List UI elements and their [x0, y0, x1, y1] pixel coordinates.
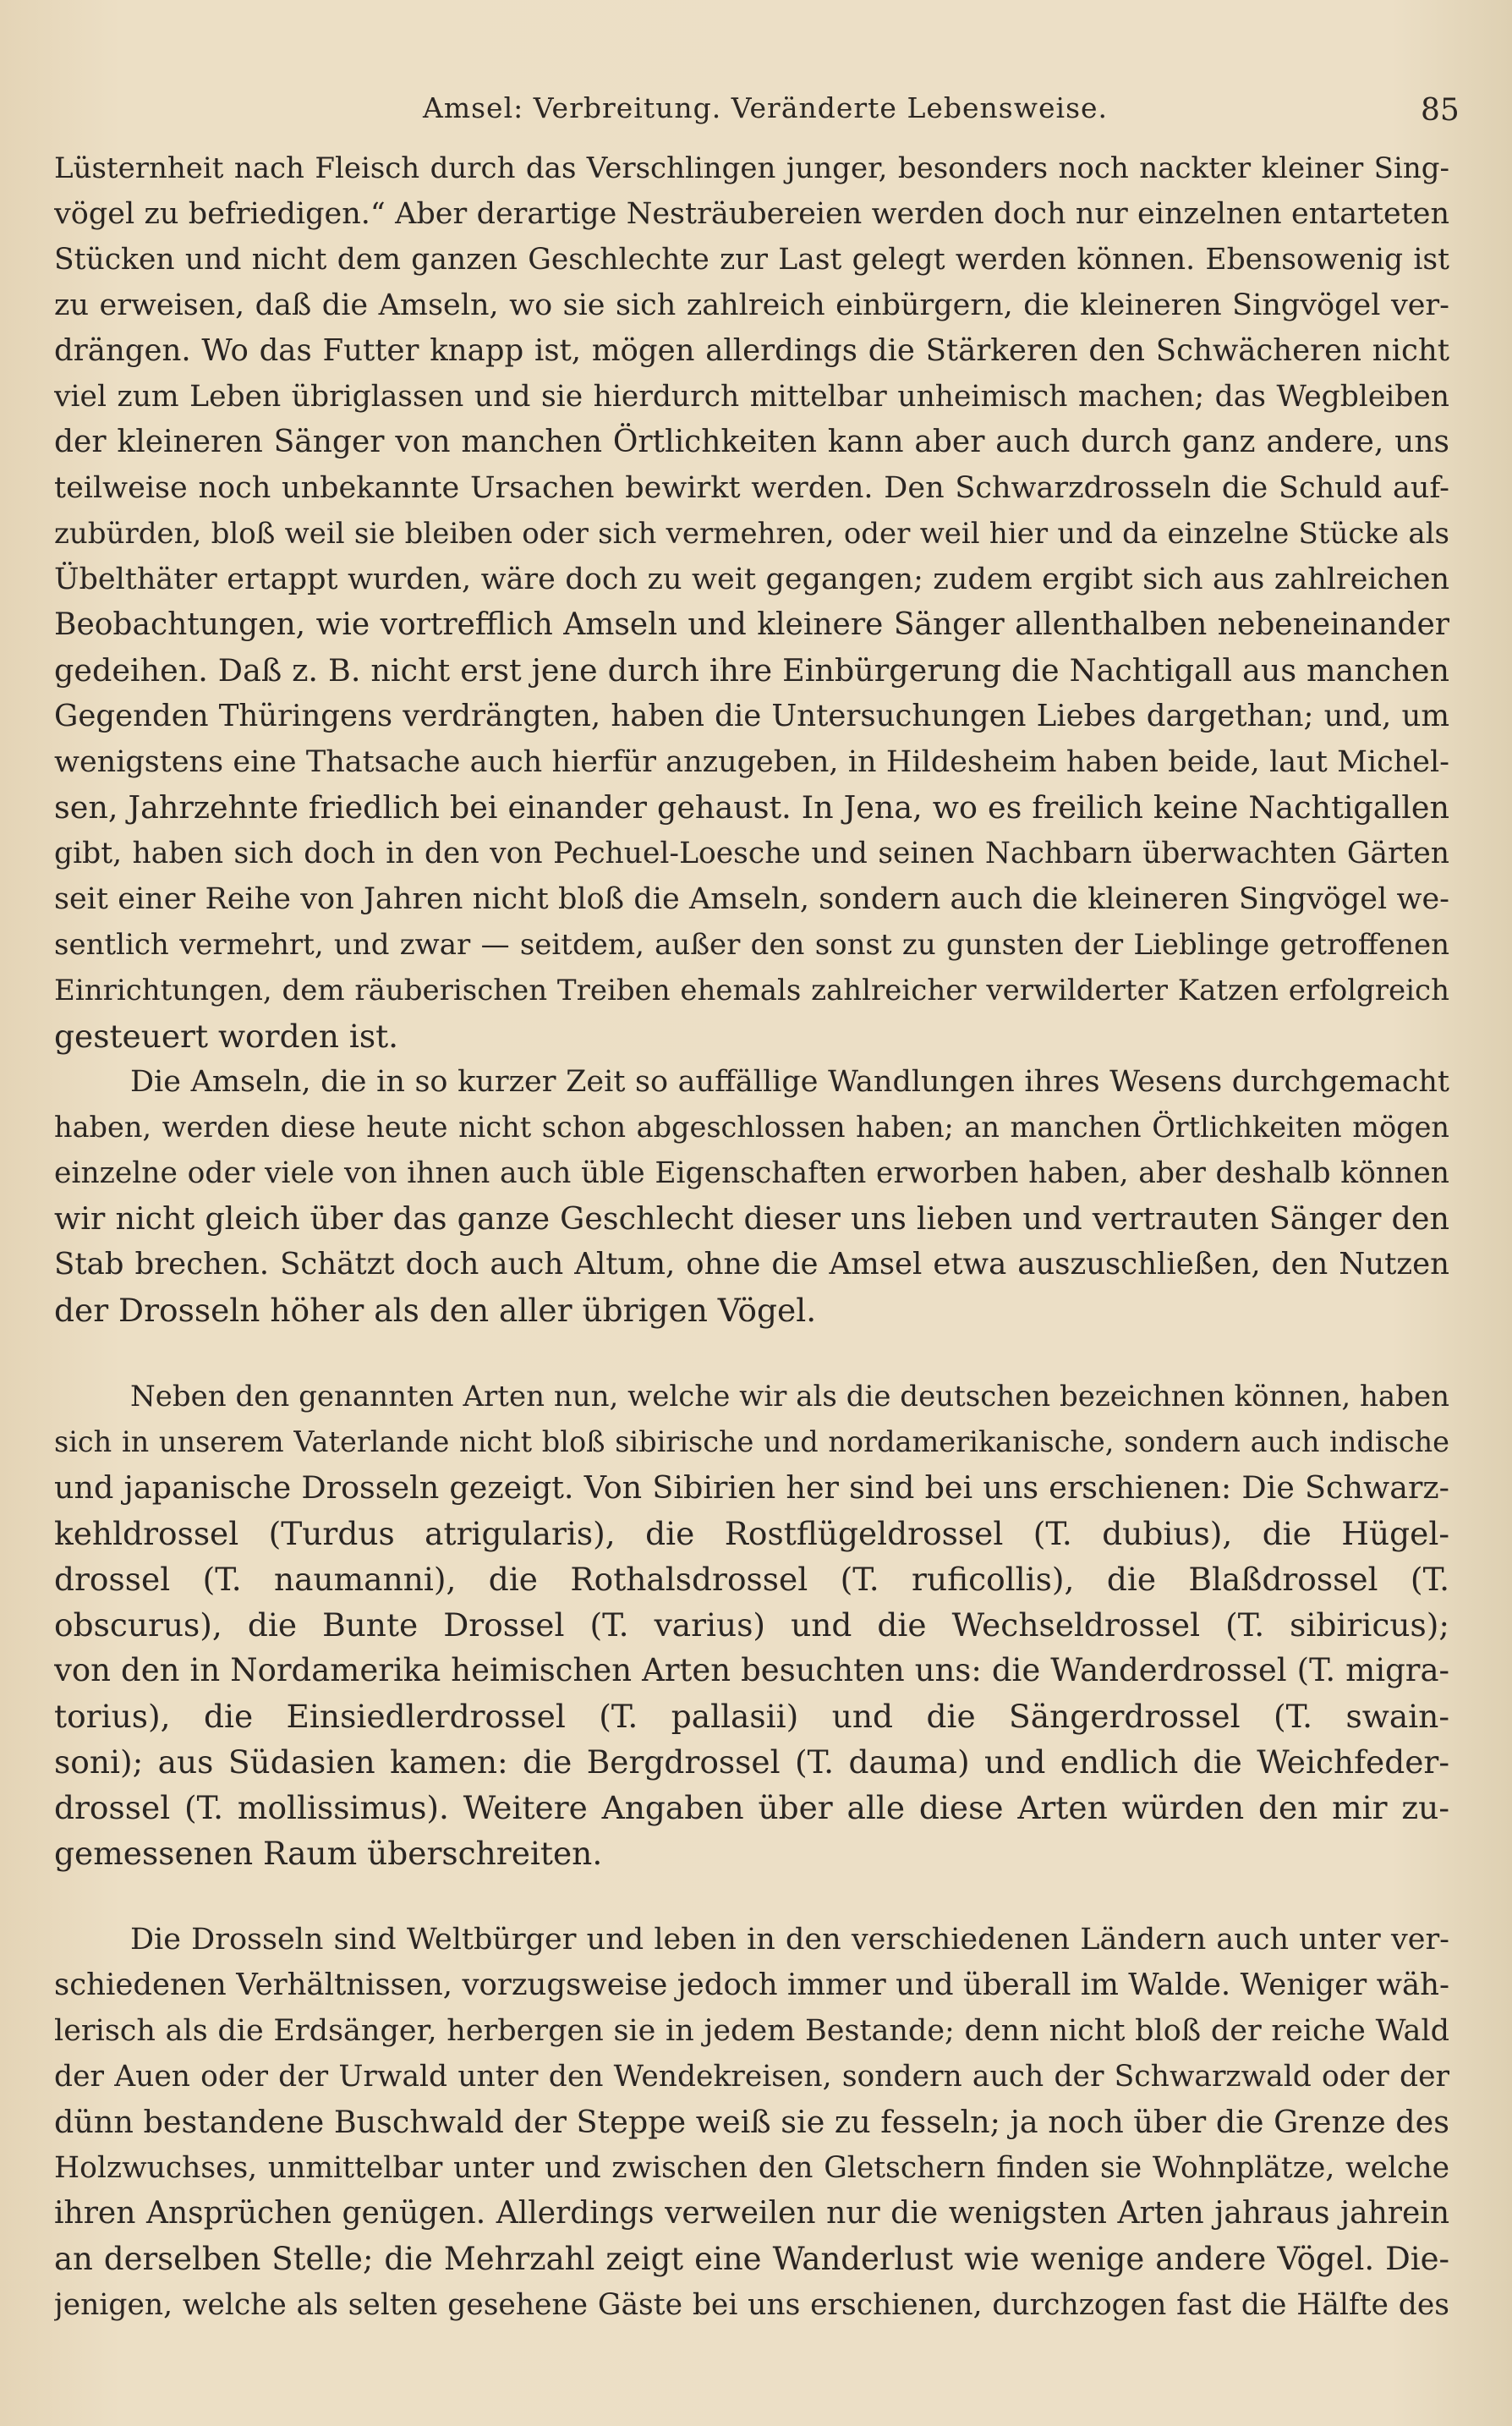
text-line: der kleineren Sänger von manchen Örtlichkeiten kann aber auch durch ganz andere, uns — [54, 425, 1449, 459]
text-line: an derselben Stelle; die Mehrzahl zeigt eine Wanderlust wie wenige andere Vögel. Die- — [54, 2241, 1449, 2277]
running-head: Amsel: Verbreitung. Veränderte Lebensweise. — [423, 91, 1109, 124]
text-line: drängen. Wo das Futter knapp ist, mögen allerdings die Stärkeren den Schwächeren nicht — [54, 333, 1449, 368]
text-line: teilweise noch unbekannte Ursachen bewirkt werden. Den Schwarzdrosseln die Schuld auf- — [54, 471, 1449, 505]
text-line: Stücken und nicht dem ganzen Geschlechte zur Last gelegt werden können. Ebensowenig ist — [54, 243, 1449, 277]
text-line: soni); aus Südasien kamen: die Bergdrossel (T. dauma) und endlich die Weichfeder- — [54, 1743, 1449, 1781]
text-line: torius), die Einsiedlerdrossel (T. pallasii) und die Sängerdrossel (T. swain- — [54, 1698, 1449, 1735]
text-line: ihren Ansprüchen genügen. Allerdings verweilen nur die wenigsten Arten jahraus jahrein — [54, 2196, 1449, 2231]
text-line: und japanische Drosseln gezeigt. Von Sibirien her sind bei uns erschienen: Die Schwarz- — [54, 1469, 1449, 1506]
text-line: drossel (T. mollissimus). Weitere Angaben über alle diese Arten würden den mir zu- — [54, 1789, 1449, 1826]
text-line: gibt, haben sich doch in den von Pechuel-Loesche und seinen Nachbarn überwachten Gärten — [54, 837, 1449, 870]
text-line: Lüsternheit nach Fleisch durch das Verschlingen junger, besonders noch nackter kleiner Sing- — [54, 151, 1449, 185]
text-line: Holzwuchses, unmittelbar unter und zwischen den Gletschern finden sie Wohnplätze, welche — [54, 2151, 1449, 2185]
text-line: schiedenen Verhältnissen, vorzugsweise jedoch immer und überall im Walde. Weniger wäh- — [54, 1968, 1449, 2002]
text-line: wenigstens eine Thatsache auch hierfür anzugeben, in Hildesheim haben beide, laut Michel- — [54, 745, 1449, 779]
text-line: Einrichtungen, dem räuberischen Treiben ehemals zahlreicher verwilderter Katzen erfolgreich — [54, 974, 1449, 1007]
text-line: Gegenden Thüringens verdrängten, haben die Untersuchungen Liebes dargethan; und, um — [54, 699, 1449, 733]
text-line: Stab brechen. Schätzt doch auch Altum, ohne die Amsel etwa auszuschließen, den Nutzen — [54, 1247, 1449, 1282]
text-line: zubürden, bloß weil sie bleiben oder sich vermehren, oder weil hier und da einzelne Stücke als — [54, 517, 1449, 551]
text-line: wir nicht gleich über das ganze Geschlecht dieser uns lieben und vertrauten Sänger den — [54, 1200, 1449, 1237]
text-line: sentlich vermehrt, und zwar — seitdem, außer den sonst zu gunsten der Lieblinge getroffenen — [54, 928, 1449, 962]
text-line: sen, Jahrzehnte friedlich bei einander gehaust. In Jena, wo es freilich keine Nachtigallen — [54, 789, 1449, 826]
paragraph-gap — [54, 1333, 1449, 1374]
body-text — [54, 145, 1449, 2328]
text-line: Die Drosseln sind Weltbürger und leben in den verschiedenen Ländern auch unter ver- — [130, 1923, 1449, 1957]
text-line: zu erweisen, daß die Amseln, wo sie sich zahlreich einbürgern, die kleineren Singvögel ver- — [54, 288, 1449, 322]
text-line: der Auen oder der Urwald unter den Wendekreisen, sondern auch der Schwarzwald oder der — [54, 2060, 1449, 2094]
text-line: vögel zu befriedigen.“ Aber derartige Nesträubereien werden doch nur einzelnen entarteten — [54, 197, 1449, 231]
text-line: lerisch als die Erdsänger, herbergen sie in jedem Bestande; denn nicht bloß der reiche Wald — [54, 2014, 1449, 2048]
paragraph-gap — [54, 1876, 1449, 1917]
text-line: Beobachtungen, wie vortrefflich Amseln und kleinere Sänger allenthalben nebeneinander — [54, 607, 1449, 642]
text-line: Neben den genannten Arten nun, welche wir als die deutschen bezeichnen können, haben — [130, 1380, 1449, 1413]
text-line: der Drosseln höher als den aller übrigen Vögel. — [54, 1292, 817, 1329]
text-line: sich in unserem Vaterlande nicht bloß sibirische und nordamerikanische, sondern auch indische — [54, 1425, 1449, 1458]
paragraph-2 — [54, 1059, 1449, 1333]
text-line: haben, werden diese heute nicht schon abgeschlossen haben; an manchen Örtlichkeiten mögen — [54, 1111, 1449, 1144]
text-line: einzelne oder viele von ihnen auch üble Eigenschaften erworben haben, aber deshalb können — [54, 1156, 1449, 1190]
text-line: von den in Nordamerika heimischen Arten besuchten uns: die Wanderdrossel (T. migra- — [54, 1652, 1449, 1688]
paragraph-3 — [54, 1374, 1449, 1876]
text-line: gesteuert worden ist. — [54, 1018, 399, 1055]
text-line: seit einer Reihe von Jahren nicht bloß die Amseln, sondern auch die kleineren Singvögel we- — [54, 882, 1449, 916]
text-line: gedeihen. Daß z. B. nicht erst jene durch ihre Einbürgerung die Nachtigall aus manchen — [54, 652, 1449, 689]
paragraph-4 — [54, 1917, 1449, 2328]
text-line: kehldrossel (Turdus atrigularis), die Rostflügeldrossel (T. dubius), die Hügel- — [54, 1515, 1449, 1552]
text-line: obscurus), die Bunte Drossel (T. varius) und die Wechseldrossel (T. sibiricus); — [54, 1606, 1449, 1644]
text-line: Übelthäter ertappt wurden, wäre doch zu weit gegangen; zudem ergibt sich aus zahlreichen — [54, 563, 1449, 596]
text-line: jenigen, welche als selten gesehene Gäste bei uns erschienen, durchzogen fast die Hälfte des — [54, 2288, 1449, 2322]
text-line: drossel (T. naumanni), die Rothalsdrossel (T. ruficollis), die Blaßdrossel (T. — [54, 1561, 1449, 1598]
text-line: Die Amseln, die in so kurzer Zeit so auffällige Wandlungen ihres Wesens durchgemacht — [130, 1065, 1449, 1099]
text-line: dünn bestandene Buschwald der Steppe weiß sie zu fesseln; ja noch über die Grenze des — [54, 2104, 1449, 2140]
paragraph-1 — [54, 145, 1449, 1059]
text-line: gemessenen Raum überschreiten. — [54, 1835, 603, 1872]
text-line: viel zum Leben übriglassen und sie hierdurch mittelbar unheimisch machen; das Wegbleiben — [54, 380, 1449, 414]
page-number: 85 — [1421, 93, 1460, 128]
